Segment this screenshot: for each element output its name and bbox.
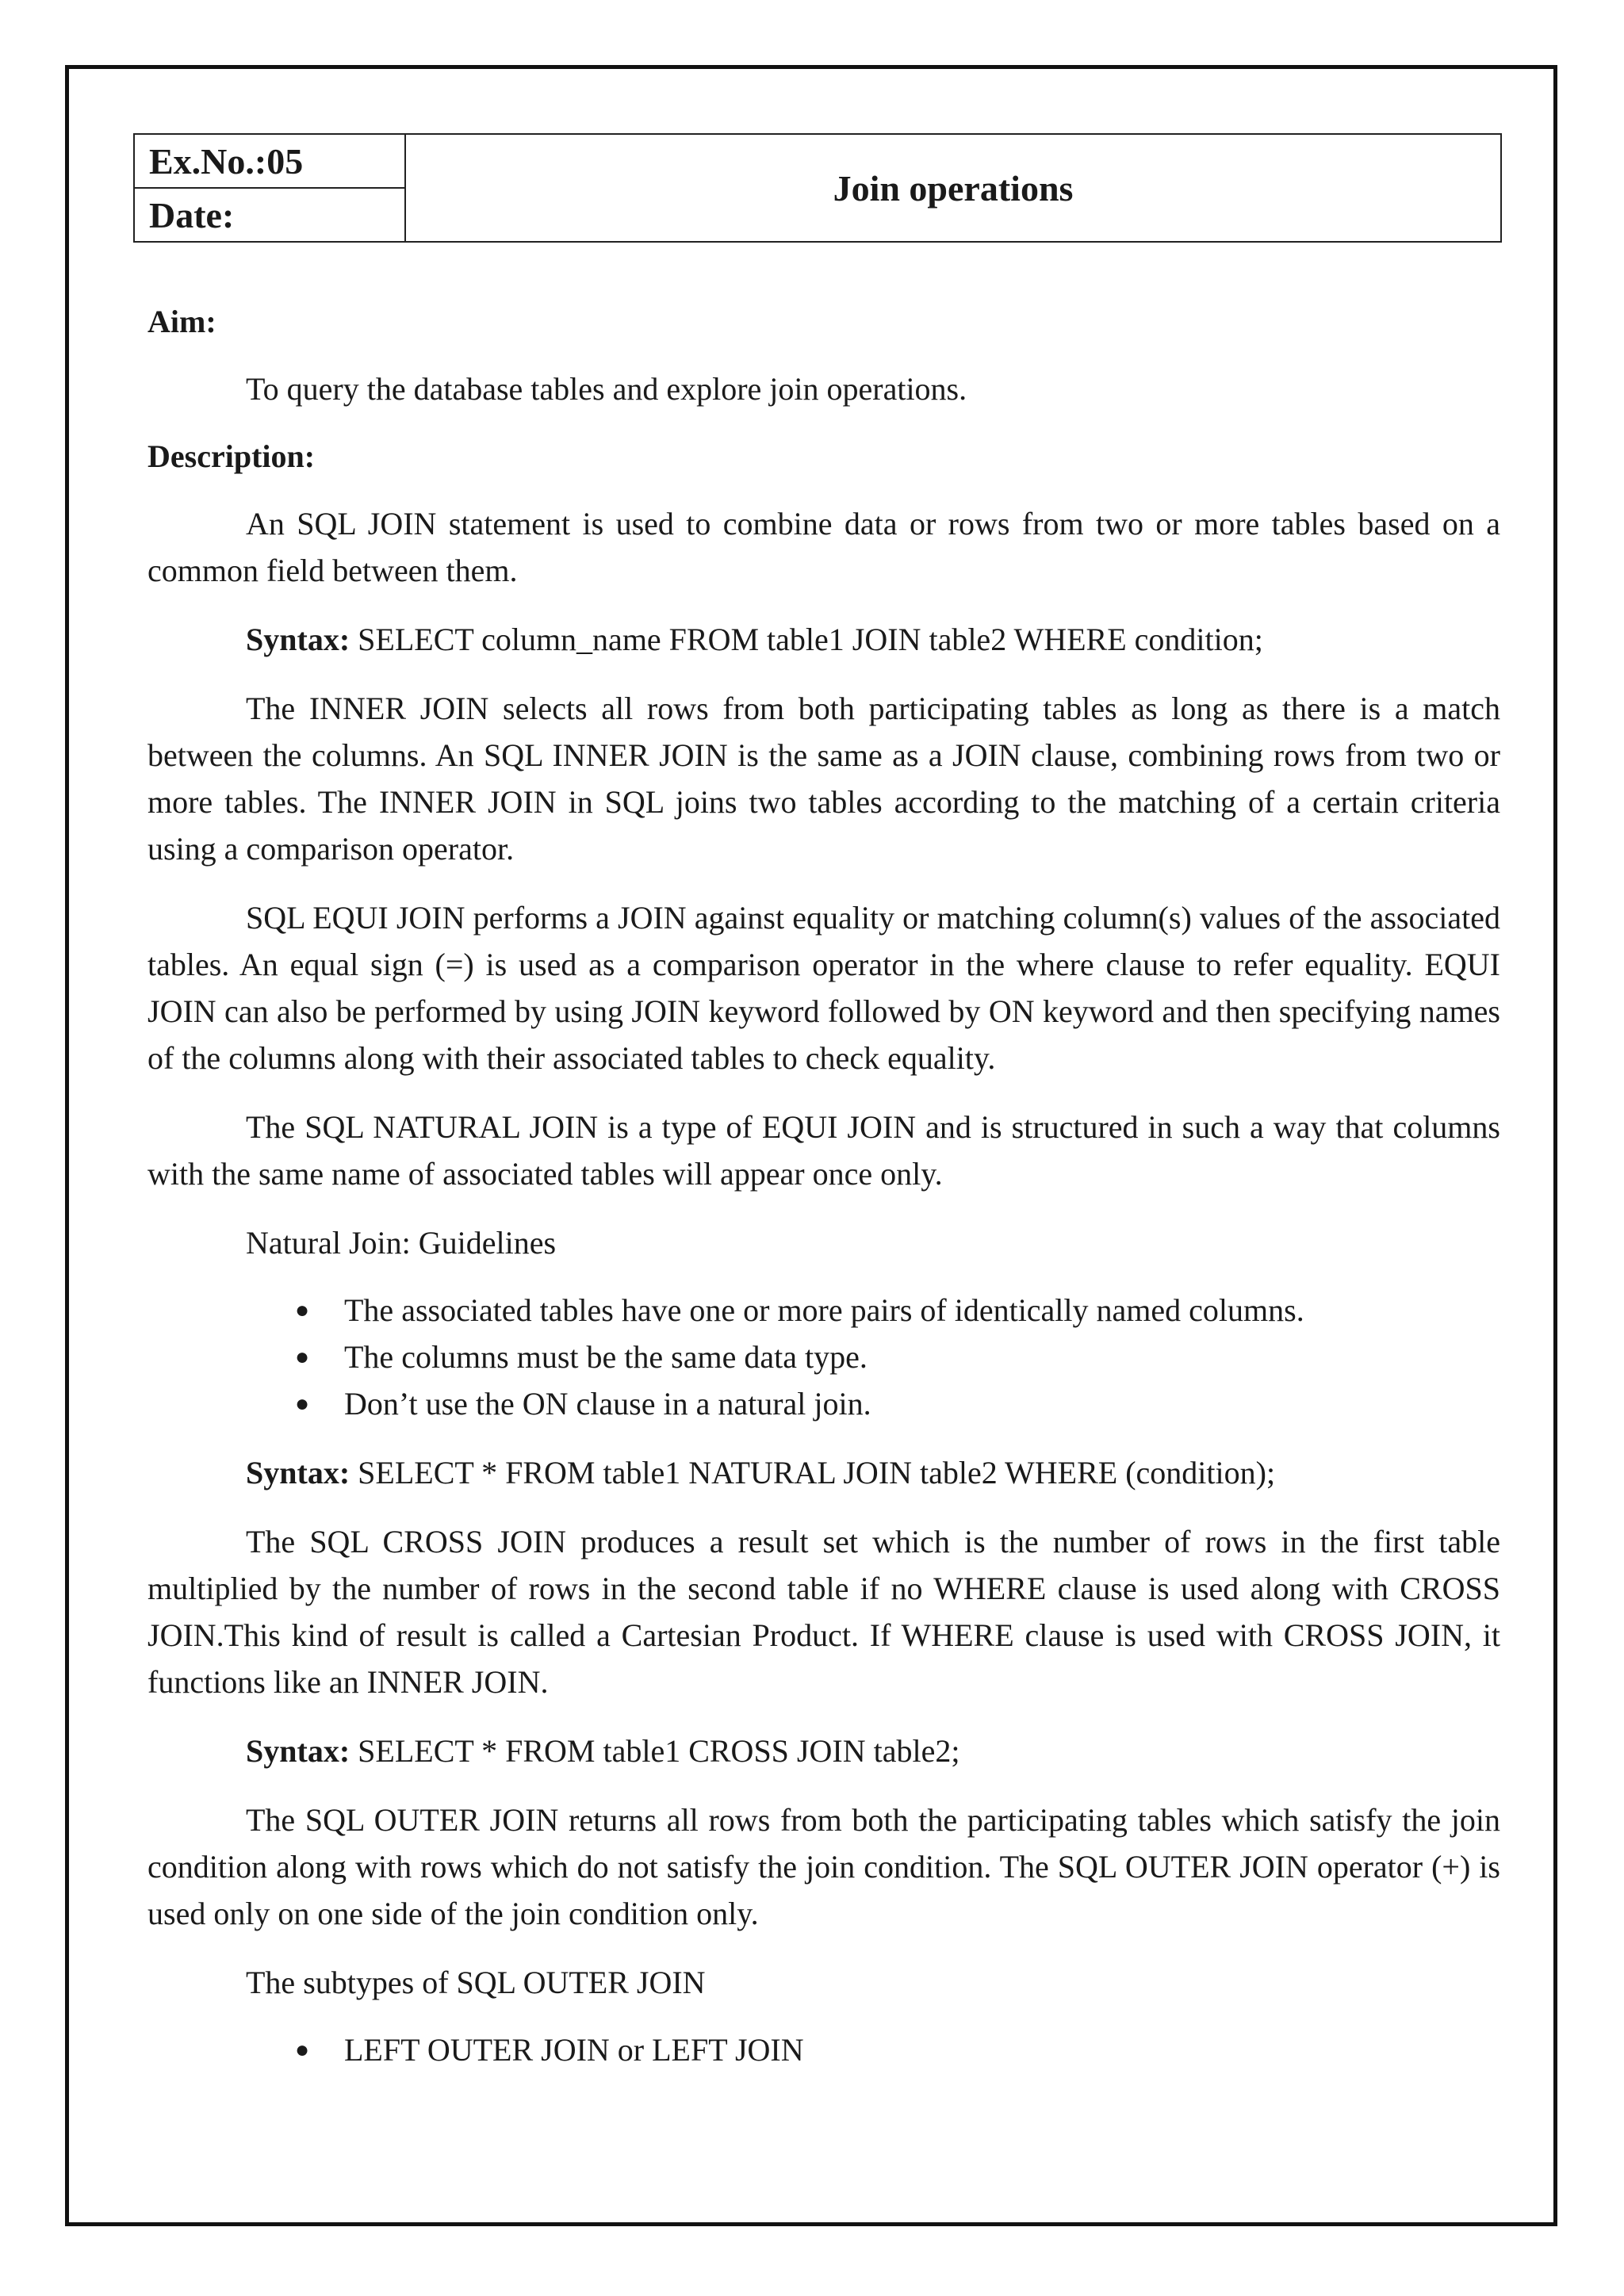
description-paragraph-inner-join: The INNER JOIN selects all rows from both participating tables as long as there is a match between the columns. An SQL INNER JOIN is the same as a JOIN clause, combining rows from two or more tables. The INNER JOIN in SQL joins two tables according to the matching of a certain criteria using a comparison operator. [147, 691, 1500, 867]
description-paragraph-1: An SQL JOIN statement is used to combine data or rows from two or more tables based on a common field between them. [147, 506, 1500, 588]
aim-text: To query the database tables and explore join operations. [246, 371, 967, 407]
syntax-label: Syntax: [246, 622, 350, 657]
outer-join-subtypes-list [147, 2026, 1500, 2073]
syntax-cross-join [147, 1728, 1500, 1774]
exercise-date: Date: [134, 188, 405, 242]
list-item: ● The associated tables have one or more pairs of identically named columns. [295, 1287, 1500, 1334]
list-item: ● LEFT OUTER JOIN or LEFT JOIN [295, 2026, 1500, 2073]
description-paragraph-natural-join: The SQL NATURAL JOIN is a type of EQUI JOIN and is structured in such a way that columns with the same name of associated tables will appear once only. [147, 1109, 1500, 1192]
syntax-cross-join-text: SELECT * FROM table1 CROSS JOIN table2; [350, 1733, 960, 1769]
syntax-natural-join [147, 1449, 1500, 1496]
exercise-title: Join operations [405, 134, 1501, 242]
natural-join-guidelines-heading: Natural Join: Guidelines [246, 1225, 557, 1261]
description-paragraph-cross-join: The SQL CROSS JOIN produces a result set which is the number of rows in the first table multiplied by the number of rows in the second table if no WHERE clause is used along with CROSS JOIN.This kind of result is called a Cartesian Product. If WHERE clause is used with CROSS JOIN, it functions like an INNER JOIN. [147, 1524, 1500, 1700]
exercise-number: Ex.No.:05 [134, 134, 405, 188]
outer-join-subtypes-heading: The subtypes of SQL OUTER JOIN [246, 1965, 706, 2000]
syntax-join-text: SELECT column_name FROM table1 JOIN table2 WHERE condition; [350, 622, 1263, 657]
syntax-label: Syntax: [246, 1455, 350, 1490]
exercise-header-table [133, 133, 1502, 243]
document-body [147, 298, 1500, 2073]
description-heading: Description: [147, 438, 316, 474]
description-paragraph-equi-join: SQL EQUI JOIN performs a JOIN against equality or matching column(s) values of the associated tables. An equal sign (=) is used as a comparison operator in the where clause to refer equality. EQUI JOIN can also be performed by using JOIN keyword followed by ON keyword and then specifying names of the columns along with their associated tables to check equality. [147, 900, 1500, 1076]
syntax-join [147, 616, 1500, 663]
aim-heading: Aim: [147, 304, 216, 339]
description-paragraph-outer-join: The SQL OUTER JOIN returns all rows from both the participating tables which satisfy the join condition along with rows which do not satisfy the join condition. The SQL OUTER JOIN operator (+) is used only on one side of the join condition only. [147, 1802, 1500, 1931]
natural-join-guidelines-list [147, 1287, 1500, 1427]
document-content [147, 133, 1500, 2073]
list-item: ● The columns must be the same data type. [295, 1334, 1500, 1380]
list-item: ● Don’t use the ON clause in a natural join. [295, 1380, 1500, 1427]
syntax-natural-join-text: SELECT * FROM table1 NATURAL JOIN table2 WHERE (condition); [350, 1455, 1276, 1490]
syntax-label: Syntax: [246, 1733, 350, 1769]
